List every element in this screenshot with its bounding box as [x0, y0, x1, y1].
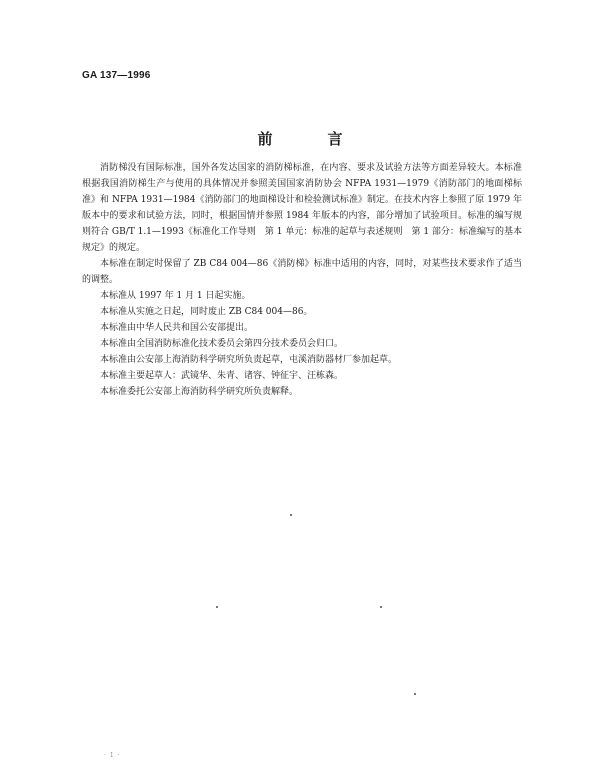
scan-speck: [216, 606, 218, 608]
page-title: 前 言: [257, 130, 363, 148]
page-number: · 1 ·: [104, 752, 121, 759]
paragraph-intro: 消防梯没有国际标准，国外各发达国家的消防梯标准，在内容、要求及试验方法等方面差异较大。本标准根据我国消防梯生产与使用的具体情况并参照美国国家消防协会 NFPA 1931—1979《消防部门的地面梯标准》和 NFPA 1931—1984《消防部门的地面梯设计和检验测试标准》制定。在技术内容上参照了原 1979 年版本中的要求和试验方法，同时，根据国情并参照 1984 年版本的内容，部分增加了试验项目。标准的编写规则符合 GB/T 1.1—1993《标准化工作导则 第 1 单元：标准的起草与表述规则 第 1 部分：标准编写的基本规定》的规定。: [82, 163, 522, 253]
scan-speck: [380, 606, 382, 608]
paragraph-drafted-by: 本标准由公安部上海消防科学研究所负责起草，屯溪消防器材厂参加起草。: [100, 355, 398, 365]
paragraph-proposed-by: 本标准由中华人民共和国公安部提出。: [100, 323, 254, 333]
scan-speck: [290, 514, 292, 516]
document-code: GA 137—1996: [82, 70, 151, 81]
paragraph-administered-by: 本标准由全国消防标准化技术委员会第四分技术委员会归口。: [100, 339, 344, 349]
paragraph-retained-content: 本标准在制定时保留了 ZB C84 004—86《消防梯》标准中适用的内容，同时，对某些技术要求作了适当的调整。: [82, 259, 522, 285]
paragraph-interpretation: 本标准委托公安部上海消防科学研究所负责解释。: [100, 387, 299, 397]
foreword-body: [82, 160, 522, 400]
paragraph-effective-date: 本标准从 1997 年 1 月 1 日起实施。: [100, 291, 251, 301]
paragraph-drafters: 本标准主要起草人：武镜华、朱青、诸容、钟征宇、汪栋森。: [100, 371, 344, 381]
paragraph-supersedes: 本标准从实施之日起，同时废止 ZB C84 004—86。: [100, 307, 313, 317]
scan-speck: [414, 693, 416, 695]
